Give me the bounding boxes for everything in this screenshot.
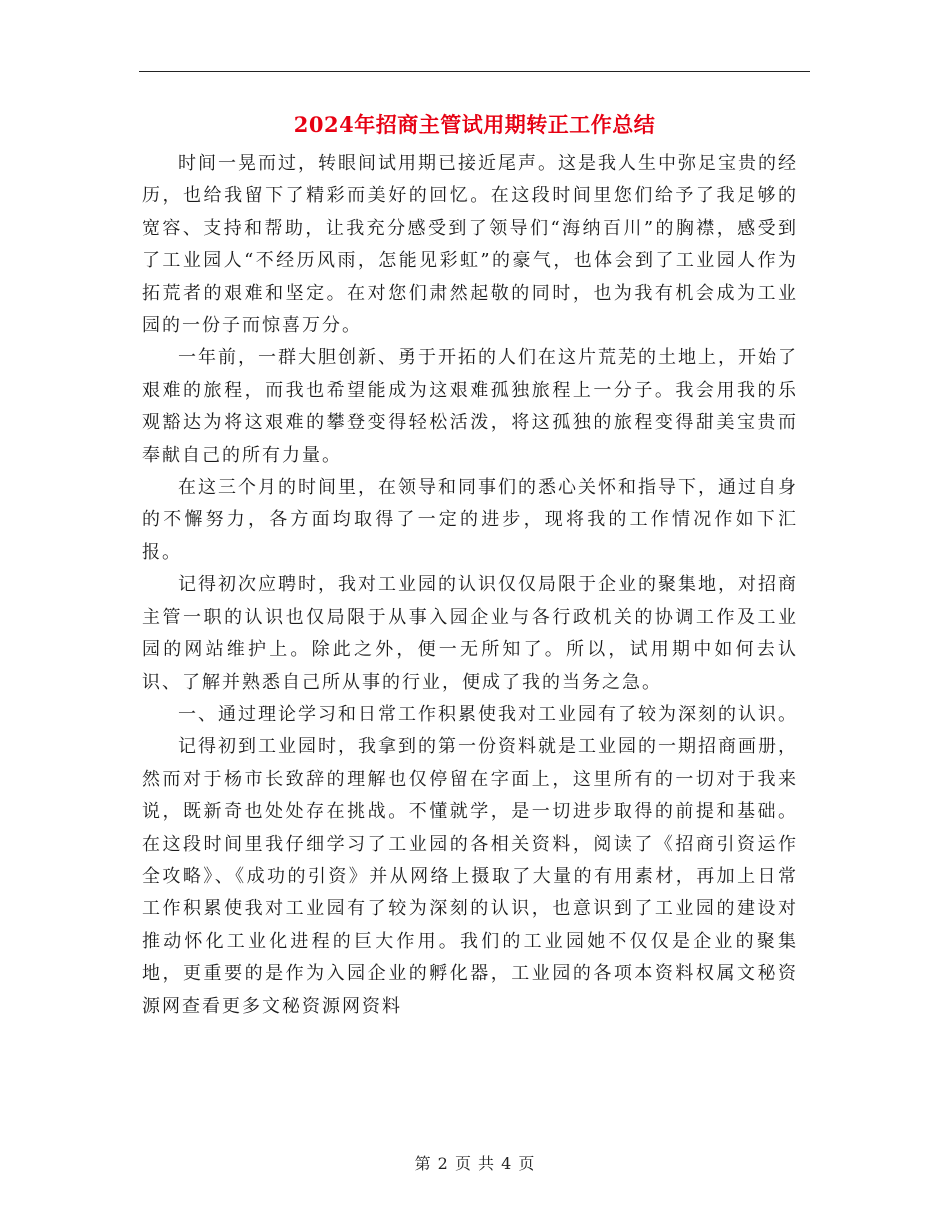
document-body <box>142 148 798 1023</box>
paragraph-5: 记得初到工业园时，我拿到的第一份资料就是工业园的一期招商画册，然而对于杨市长致辞的理解也仅停留在字面上，这里所有的一切对于我来说，既新奇也处处存在挑战。不懂就学，是一切进步取得的前提和基础。在这段时间里我仔细学习了工业园的各相关资料，阅读了《招商引资运作全攻略》、《成功的引资》并从网络上摄取了大量的有用素材，再加上日常工作积累使我对工业园有了较为深刻的认识，也意识到了工业园的建设对推动怀化工业化进程的巨大作用。我们的工业园她不仅仅是企业的聚集地，更重要的是作为入园企业的孵化器，工业园的各项本资料权属文秘资源网查看更多文秘资源网资料 <box>142 736 798 1017</box>
page-footer: 第 2 页 共 4 页 <box>414 1154 536 1173</box>
document-title: 2024年招商主管试用期转正工作总结 <box>293 112 656 137</box>
paragraph-4: 记得初次应聘时，我对工业园的认识仅仅局限于企业的聚集地，对招商主管一职的认识也仅局限于从事入园企业与各行政机关的协调工作及工业园的网站维护上。除此之外，便一无所知了。所以，试用期中如何去认识、了解并熟悉自己所从事的行业，便成了我的当务之急。 <box>142 574 798 693</box>
paragraph-2: 一年前，一群大胆创新、勇于开拓的人们在这片荒芜的土地上，开始了艰难的旅程，而我也希望能成为这艰难孤独旅程上一分子。我会用我的乐观豁达为将这艰难的攀登变得轻松活泼，将这孤独的旅程变得甜美宝贵而奉献自己的所有力量。 <box>142 347 798 466</box>
paragraph-3: 在这三个月的时间里，在领导和同事们的悉心关怀和指导下，通过自身的不懈努力，各方面均取得了一定的进步，现将我的工作情况作如下汇报。 <box>142 477 798 563</box>
section-heading-1: 一、通过理论学习和日常工作积累使我对工业园有了较为深刻的认识。 <box>178 703 798 725</box>
header-rule <box>139 71 810 72</box>
paragraph-1: 时间一晃而过，转眼间试用期已接近尾声。这是我人生中弥足宝贵的经历，也给我留下了精彩而美好的回忆。在这段时间里您们给予了我足够的宽容、支持和帮助，让我充分感受到了领导们“海纳百川”的胸襟，感受到了工业园人“不经历风雨，怎能见彩虹”的豪气，也体会到了工业园人作为拓荒者的艰难和坚定。在对您们肃然起敬的同时，也为我有机会成为工业园的一份子而惊喜万分。 <box>142 153 798 337</box>
